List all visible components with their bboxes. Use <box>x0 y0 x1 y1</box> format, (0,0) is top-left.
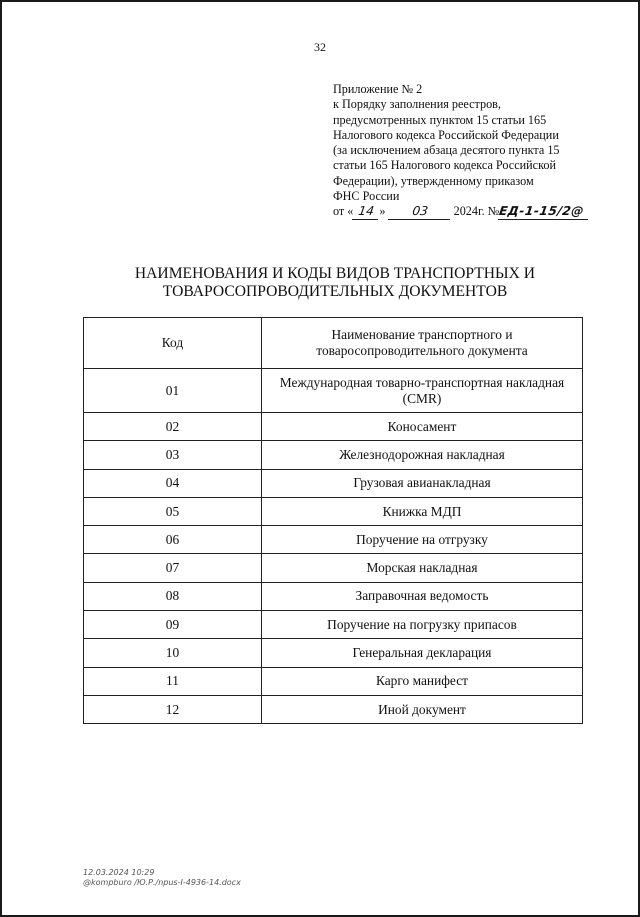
row-code: 08 <box>84 582 262 610</box>
row-name: Иной документ <box>262 695 583 723</box>
table-row <box>84 695 583 723</box>
row-code: 02 <box>84 413 262 441</box>
table-row <box>84 667 583 695</box>
row-code: 07 <box>84 554 262 582</box>
appendix-block <box>333 82 593 221</box>
table-row <box>84 611 583 639</box>
appendix-line: предусмотренных пунктом 15 статьи 165 <box>333 112 547 127</box>
appendix-line: (за исключением абзаца десятого пункта 15 <box>333 143 560 158</box>
row-code: 04 <box>84 469 262 497</box>
row-name: Железнодорожная накладная <box>262 441 583 469</box>
document-title <box>0 265 640 301</box>
table-row <box>84 497 583 525</box>
appendix-line: Приложение № 2 <box>333 82 423 96</box>
handwritten-month: 03 <box>387 204 451 220</box>
handwritten-day: 14 <box>352 204 380 220</box>
page-number: 32 <box>314 40 326 54</box>
row-name: Поручение на погрузку припасов <box>262 611 583 639</box>
date-mid: » <box>379 204 386 219</box>
appendix-line: к Порядку заполнения реестров, <box>333 97 501 112</box>
row-name-line: (CMR) <box>402 390 442 406</box>
table-row <box>84 413 583 441</box>
row-name: Морская накладная <box>262 554 583 582</box>
table-row <box>84 369 583 413</box>
appendix-line: статьи 165 Налогового кодекса Российской <box>333 158 556 173</box>
row-code: 11 <box>84 667 262 695</box>
title-line: ТОВАРОСОПРОВОДИТЕЛЬНЫХ ДОКУМЕНТОВ <box>162 283 508 300</box>
row-code: 12 <box>84 695 262 723</box>
handwritten-order-number: ЕД-1-15/2@ <box>498 204 590 220</box>
appendix-line: Федерации), утвержденному приказом <box>333 173 534 188</box>
order-date-line <box>333 204 593 220</box>
row-name: Грузовая авианакладная <box>262 469 583 497</box>
table-header-row <box>84 318 583 369</box>
row-name: Коносамент <box>262 413 583 441</box>
codes-table <box>83 317 583 724</box>
row-code: 01 <box>84 369 262 413</box>
row-code: 10 <box>84 639 262 667</box>
appendix-line: ФНС России <box>333 189 400 204</box>
row-code: 05 <box>84 497 262 525</box>
table-row <box>84 469 583 497</box>
row-name: Поручение на отгрузку <box>262 526 583 554</box>
row-code: 03 <box>84 441 262 469</box>
table-row <box>84 582 583 610</box>
row-name: Генеральная декларация <box>262 639 583 667</box>
appendix-line: Налогового кодекса Российской Федерации <box>333 127 559 142</box>
table-row <box>84 639 583 667</box>
year-text: 2024г. № <box>453 204 500 219</box>
table-row <box>84 526 583 554</box>
date-prefix: от « <box>333 204 354 219</box>
title-line: НАИМЕНОВАНИЯ И КОДЫ ВИДОВ ТРАНСПОРТНЫХ И <box>134 265 536 282</box>
table-row <box>84 554 583 582</box>
row-name <box>262 369 583 413</box>
row-name: Книжка МДП <box>262 497 583 525</box>
row-code: 09 <box>84 611 262 639</box>
print-stamp <box>83 868 241 888</box>
print-timestamp: 12.03.2024 10:29 <box>83 868 155 877</box>
header-code: Код <box>84 318 262 369</box>
table-row <box>84 441 583 469</box>
row-name: Карго манифест <box>262 667 583 695</box>
header-name <box>262 318 583 369</box>
header-name-line: Наименование транспортного и <box>331 327 513 342</box>
header-name-line: товаросопроводительного документа <box>316 343 528 358</box>
print-file-path: @kompburo /Ю.Р./npus-I-4936-14.docx <box>83 878 241 887</box>
row-name: Заправочная ведомость <box>262 582 583 610</box>
row-name-line: Международная товарно-транспортная накладная <box>279 374 565 390</box>
row-code: 06 <box>84 526 262 554</box>
